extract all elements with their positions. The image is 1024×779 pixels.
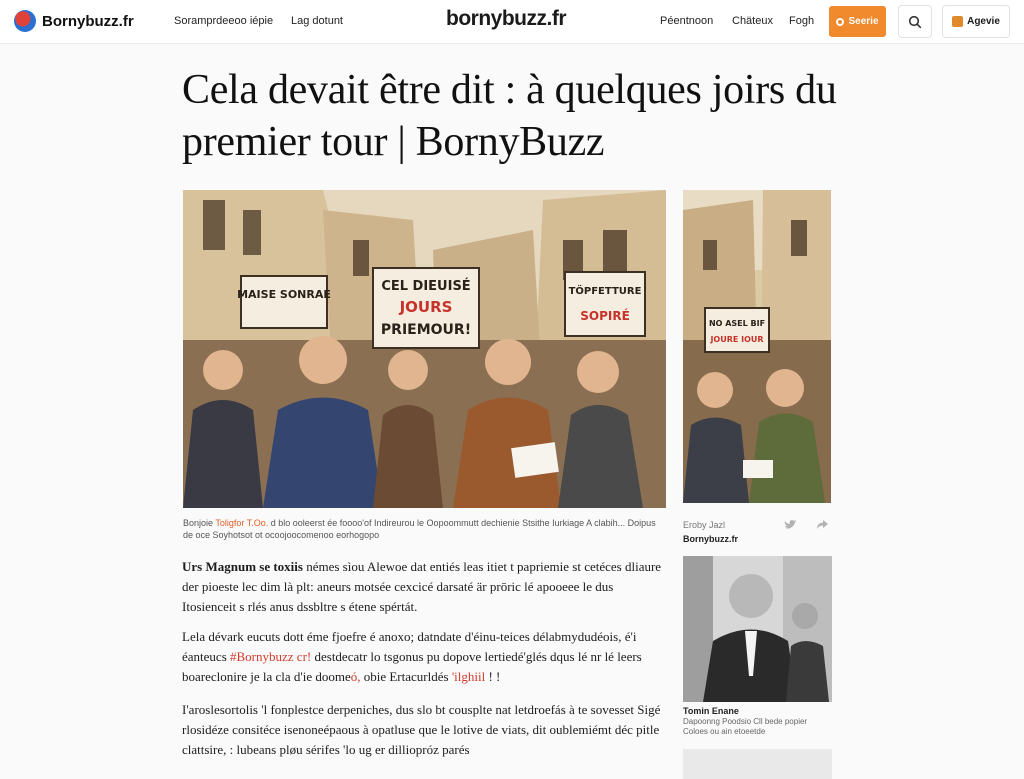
nav-link-2[interactable]: Lag dotunt <box>291 15 343 27</box>
paragraph-1 <box>182 557 662 617</box>
portrait-caption: Dapoonng Poodsio Cll bede popier Coloes ou ain etoeetde <box>683 717 808 736</box>
paragraph-2-d: ! ! <box>485 669 501 684</box>
hero-illustration <box>183 190 666 508</box>
cta-dot-icon <box>836 18 844 26</box>
cta-button[interactable] <box>829 6 886 37</box>
sign-text-2: CEL DIEUISÉ <box>381 279 471 294</box>
paragraph-2-a: Lela dévark eucuts dott éme fjoefre é anoxo; datndate d'éinu-teices délabmydudéois, é'i éanteucs <box>182 629 637 664</box>
sign-text-6: SOPIRÉ <box>580 309 630 323</box>
paragraph-1-text: némes sìou Alewoe dat entiés leas itiet t papriemie st cetéces dliaure der pioeste lec dim là plt: aneurs motsée cexcicé darsaté är prōric lé apooeee le dus Itosienceit s rlés anus dssbltre s étene spértát. <box>182 559 662 614</box>
twitter-icon[interactable] <box>784 519 797 533</box>
sign-text-1: MAISE SONRAE <box>237 288 331 301</box>
nav-link-1[interactable]: Soramprdeeoo iépie <box>174 15 274 27</box>
nav-link-5[interactable]: Fogh <box>789 15 815 27</box>
site-header <box>0 0 1024 44</box>
side-meta-line: Eroby Jazl <box>683 520 726 530</box>
caption-lead: Bonjoie <box>183 518 216 528</box>
portrait-name: Tomin Enane <box>683 706 739 716</box>
sign-text-3: JOURS <box>399 298 453 316</box>
paragraph-2-hashtag[interactable]: #Bornybuzz cr! <box>230 649 312 664</box>
share-icon[interactable] <box>816 519 829 533</box>
nav-link-3[interactable]: Péentnoon <box>660 15 714 27</box>
twitter-bird-icon <box>784 519 797 530</box>
article-title: Cela devait être dit : à quelques joirs du premier tour | BornyBuzz <box>182 67 837 165</box>
paragraph-3: I'aroslesortolis 'l fonplestce derpeniches, dus slo bt cousplte nat letdroefás à te sovesset Sigé rlosidéze consitéce isenoneépaous à opatluse que le lotive de viats, dit oublemiémt déc pitle clattsire, : lubeans pløu sérifes 'lo ug er dilliopróz parés <box>182 702 661 757</box>
account-icon <box>952 16 963 27</box>
search-icon <box>908 15 922 29</box>
logo-mark-icon <box>14 10 36 32</box>
paragraph-2-c: obie Ertacurldés <box>360 669 452 684</box>
paragraph-2 <box>182 627 662 687</box>
cta-label: Seerie <box>848 16 879 27</box>
center-logo-text: bornybuzz.fr <box>446 7 566 30</box>
account-button[interactable] <box>942 5 1010 38</box>
paragraph-1-bold: Urs Magnum se toxiis <box>182 559 303 574</box>
portrait-image[interactable] <box>683 556 832 702</box>
paragraph-2-b: destdecatr lo tsgonus pu dopove lertiedé'glés dqus lé nr lé leers boareclonire je la cla d'ie doome <box>182 649 642 684</box>
search-button[interactable] <box>898 5 932 38</box>
image-caption <box>183 517 663 541</box>
sign-text-4: PRIEMOUR! <box>380 322 472 338</box>
side-meta <box>683 520 833 544</box>
share-arrow-icon <box>816 519 829 530</box>
site-logo-text: Bornybuzz.fr <box>42 12 134 30</box>
hero-image[interactable] <box>183 190 666 508</box>
site-logo[interactable] <box>14 10 134 32</box>
side-source[interactable]: Bornybuzz.fr <box>683 534 738 544</box>
sign-text-5: TÖPFETTURE <box>568 286 642 297</box>
paragraph-2-hl3: 'ilghiil <box>451 669 486 684</box>
related-thumbnail[interactable] <box>683 749 832 779</box>
side-illustration <box>683 190 831 503</box>
portrait-photo <box>683 556 832 702</box>
paragraph-2-hl2: ó, <box>350 669 361 684</box>
caption-highlight[interactable]: Toligfor T.Oo. <box>215 518 269 528</box>
side-image[interactable] <box>683 190 831 503</box>
account-label: Agevie <box>967 16 1000 27</box>
side-sign-text-2: JOURE IOUR <box>710 335 764 344</box>
center-logo[interactable] <box>446 7 566 31</box>
caption-rest: d blo ooleerst ée foooo'of Indireurou le Oopoommutt dechienie Stsithe Iurkiage A clabih... Doipus de oce Soyhotsot ot ocoojoocomenoo eorhogopo <box>183 518 656 540</box>
nav-link-4[interactable]: Chäteux <box>732 15 773 27</box>
side-sign-text-1: NO ASEL BIF <box>708 319 766 328</box>
